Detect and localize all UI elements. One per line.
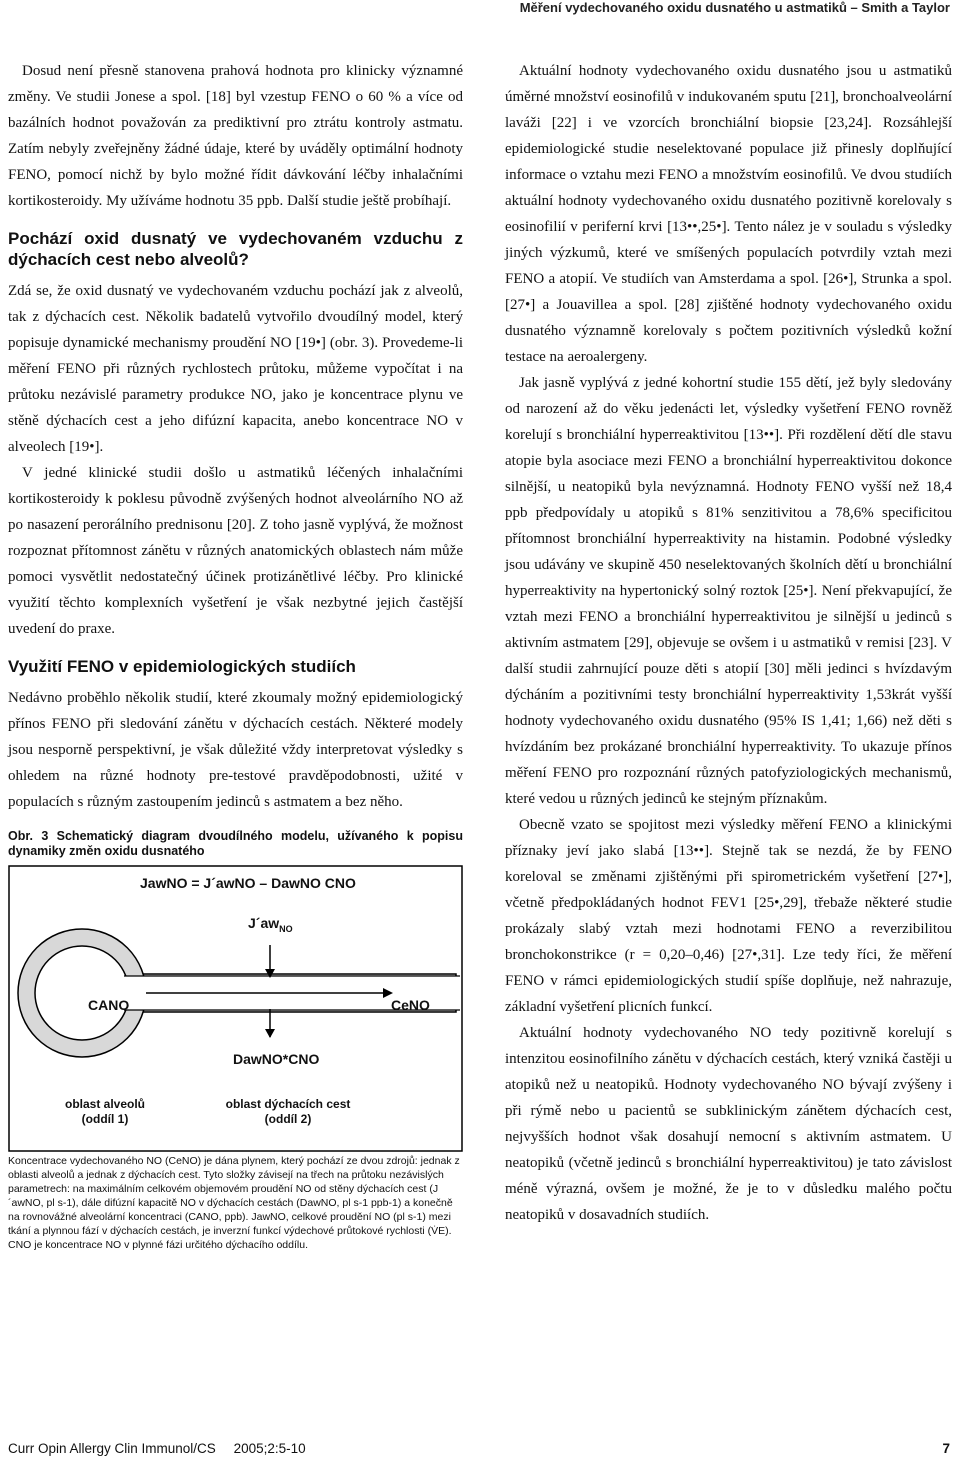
model-equation: JawNO = J´awNO – DawNO CNO xyxy=(140,875,356,891)
caption-label: Obr. xyxy=(8,829,34,843)
two-compartment-diagram xyxy=(8,865,463,1152)
jaw-label: $J´aw_{NO}$ xyxy=(248,915,293,934)
dawno-label: DawNO*CNO xyxy=(233,1051,320,1067)
paragraph: Jak jasně vyplývá z jedné kohortní studie 155 dětí, jež byly sledovány od narození až do věku jedenácti let, výsledky vyšetření FENO rovněž korelují s bronchiální hyperreaktivitou [13••]. Při rozdělení dětí dle stavu atopie byla asociace mezi FENO a bronchiální hyperreaktivitou dokonce silnější, u neatopiků byla nevýznamná. Hodnoty FENO vyšší než 18,4 ppb předpovídaly u atopiků s 81% senzitivitou a 78,6% specificitou přítomnost bronchiální hyperreaktivity na histamin. Podobné výsledky jsou udávány ve skupině 450 neselektovaných školních dětí u bronchiální hyperreaktivity na hypertonický solný roztok [25•]. Není překvapující, že vztah mezi FENO a bronchiální hyperreaktivitou je silnější u jedinců s aktivním astmatem [29], objevuje se ovšem i u astmatiků v remisi [23]. V další studii zahrnující pouze děti s atopií [30] měli jedinci s hvízdavým dýcháním a pozitivními testy bronchiální hyperreaktivity 1,53krát vyšší hodnoty vydechovaného oxidu dusnatého (95% IS 1,41; 1,66) než děti s hvízdáním bez prokázané bronchiální hyperreaktivity. To ukazuje přínos měření FENO pro rozpoznání různých patofyziologických mechanismů, které vedou u různých jedinců ke stejným příznakům. xyxy=(505,375,952,807)
ceno-label: CeNO xyxy=(391,997,430,1013)
caption-text: 3 Schematický diagram dvoudílného modelu, užívaného k popisu dynamiky změn oxidu dusnatého xyxy=(8,829,463,858)
paragraph: Obecně vzato se spojitost mezi výsledky měření FENO a klinickými příznaky jeví jako slabá [13••]. Stejně tak se nezdá, že by FENO koreloval se změnami zjištěnými při spirometrickém vyšetření [27•], včetně předpokládaných hodnot FEV1 [25•,29], třebaže některé studie prokázaly slabý vztah mezi hodnotami FENO a reverzibilitou bronchokonstrikce (r = 0,20–0,46) [27•,31]. Lze tedy říci, že měření FENO v rámci epidemiologických studií spíše doplňuje, než nahrazuje, základní vyšetření plicních funkcí. xyxy=(505,817,952,1015)
paragraph: Nedávno proběhlo několik studií, které zkoumaly možný epidemiologický přínos FENO při sledování zánětu v dýchacích cestách. Některé modely jsou nesporně perspektivní, je však důležité vždy interpretovat výsledky s ohledem na různé hodnoty pre-testové pravděpodobnosti, užité v populacích s různým zastoupením jedinců s astmatem a bez něho. xyxy=(8,690,463,810)
paragraph: Aktuální hodnoty vydechovaného NO tedy pozitivně korelují s intenzitou eosinofilního zánětu v dýchacích cestách, který vzniká častěji u atopiků než u neatopiků. Hodnoty vydechovaného NO bývají zvýšeny i při rýmě nebo u pacientů se subklinickým zánětem dýchacích cest, nejvyšších hodnot však dosahují nemocní s aktivním astmatem. U neatopiků (včetně jedinců s bronchiální hyperreaktivitou) je tato závislost méně výrazná, ovšem je možné, že je to v důsledku malého počtu neatopiků v dosavadních studiích. xyxy=(505,1025,952,1223)
alveolar-region-label: oblast alveolů (oddíl 1) xyxy=(64,1097,146,1126)
cano-label: CANO xyxy=(88,997,130,1013)
section-heading: Pochází oxid dusnatý ve vydechovaném vzduchu z dýchacích cest nebo alveolů? xyxy=(8,229,463,269)
right-column xyxy=(505,58,952,1228)
running-header: Měření vydechovaného oxidu dusnatého u astmatiků – Smith a Taylor xyxy=(519,0,950,15)
figure-legend: Koncentrace vydechovaného NO (CeNO) je dána plynem, který pochází ze dvou zdrojů: jednak z oblasti alveolů a jednak z dýchacích cest. Tyto složky závisejí na třech na průtoku nezávislých parametrech: na maximálním celkovém objemovém proudění NO od stěny dýchacích cest (J´awNO, pl s-1), dále difúzní kapacitě NO v dýchacích cestách (DawNO, pl s-1 ppb-1) a konečně na rovnovážné alveolární koncentraci (CANO, ppb). JawNO, celkové proudění NO (pl s-1) mezi tkání a plynnou fází v dýchacích cestách, je inverzní funkcí výdechové průtokové rychlosti (V̇E). CNO je koncentrace NO v plynné fázi určitého dýchacího oddílu. xyxy=(8,1155,460,1251)
journal-name: Curr Opin Allergy Clin Immunol/CS xyxy=(8,1441,216,1456)
paragraph: Dosud není přesně stanovena prahová hodnota pro klinicky významné změny. Ve studii Jonese a spol. [18] byl vzestup FENO o 60 % a více od bazálních hodnot považován za prediktivní pro ztrátu kontroly astmatu. Zatím nebyly zveřejněny žádné údaje, které by uváděly optimální hodnoty FENO, pomocí nichž by bylo možné řídit dávkování léčby inhalačními kortikosteroidy. My užíváme hodnotu 35 ppb. Další studie ještě probíhají. xyxy=(8,63,463,209)
paragraph: Zdá se, že oxid dusnatý ve vydechovaném vzduchu pochází jak z alveolů, tak z dýchacích cest. Několik badatelů vytvořilo dvoudílný model, který popisuje dynamické mechanismy proudění NO [19•] (obr. 3). Provedeme-li měření FENO při různých rychlostech průtoku, můžeme vypočítat i na průtoku nezávislé parametry produkce NO, jako je koncentrace plynu ve stěně dýchacích cest a jeho difúzní kapacita, anebo koncentrace NO v alveolech [19•]. xyxy=(8,283,463,455)
journal-year: 2005;2:5-10 xyxy=(233,1441,306,1456)
alveolus-inner xyxy=(35,946,129,1040)
section-heading: Využití FENO v epidemiologických studiích xyxy=(8,657,356,676)
figure-caption xyxy=(8,829,463,859)
paragraph: Aktuální hodnoty vydechovaného oxidu dusnatého jsou u astmatiků úměrné množství eosinofilů v indukovaném sputu [21], bronchoalveolární laváži [22] i ve vzorcích bronchiální biopsie [23,24]. Rozsáhlejší epidemiologické studie neselektované populace již přinesly doplňující informace o vztahu mezi FENO a množstvím eosinofilů. Ve dvou studiích aktuální hodnoty vydechovaného oxidu dusnatého pozitivně korelovaly s eosinofilií v periferní krvi [13••,25•]. Tento nález je v souladu s výsledky jiných výzkumů, které ve smíšených populacích potvrdily vztah mezi FENO a atopií. Ve studiích van Amsterdama a spol. [26•], Strunka a spol. [27•] a Jouavillea a spol. [28] zjištěné hodnoty vydechovaného oxidu dusnatého významně korelovaly s počtem pozitivních výsledků kožní testace na aeroalergeny. xyxy=(505,63,952,365)
paragraph: V jedné klinické studii došlo u astmatiků léčených inhalačními kortikosteroidy k poklesu původně zvýšených hodnot alveolárního NO až po nasazení perorálního prednisonu [20]. Z toho jasně vyplývá, že možnost rozpoznat přítomnost zánětu v různých anatomických oblastech nám může pomoci vysvětlit nedostatečný účinek protizánětlivé léčby. Pro klinické využití těchto komplexních vyšetření je však nezbytné jejich častější uvedení do praxe. xyxy=(8,465,463,637)
journal-footer xyxy=(8,1441,306,1456)
page-number: 7 xyxy=(942,1441,950,1456)
airway-region-label: oblast dýchacích cest (oddíl 2) xyxy=(225,1097,351,1126)
left-column xyxy=(8,58,463,1252)
